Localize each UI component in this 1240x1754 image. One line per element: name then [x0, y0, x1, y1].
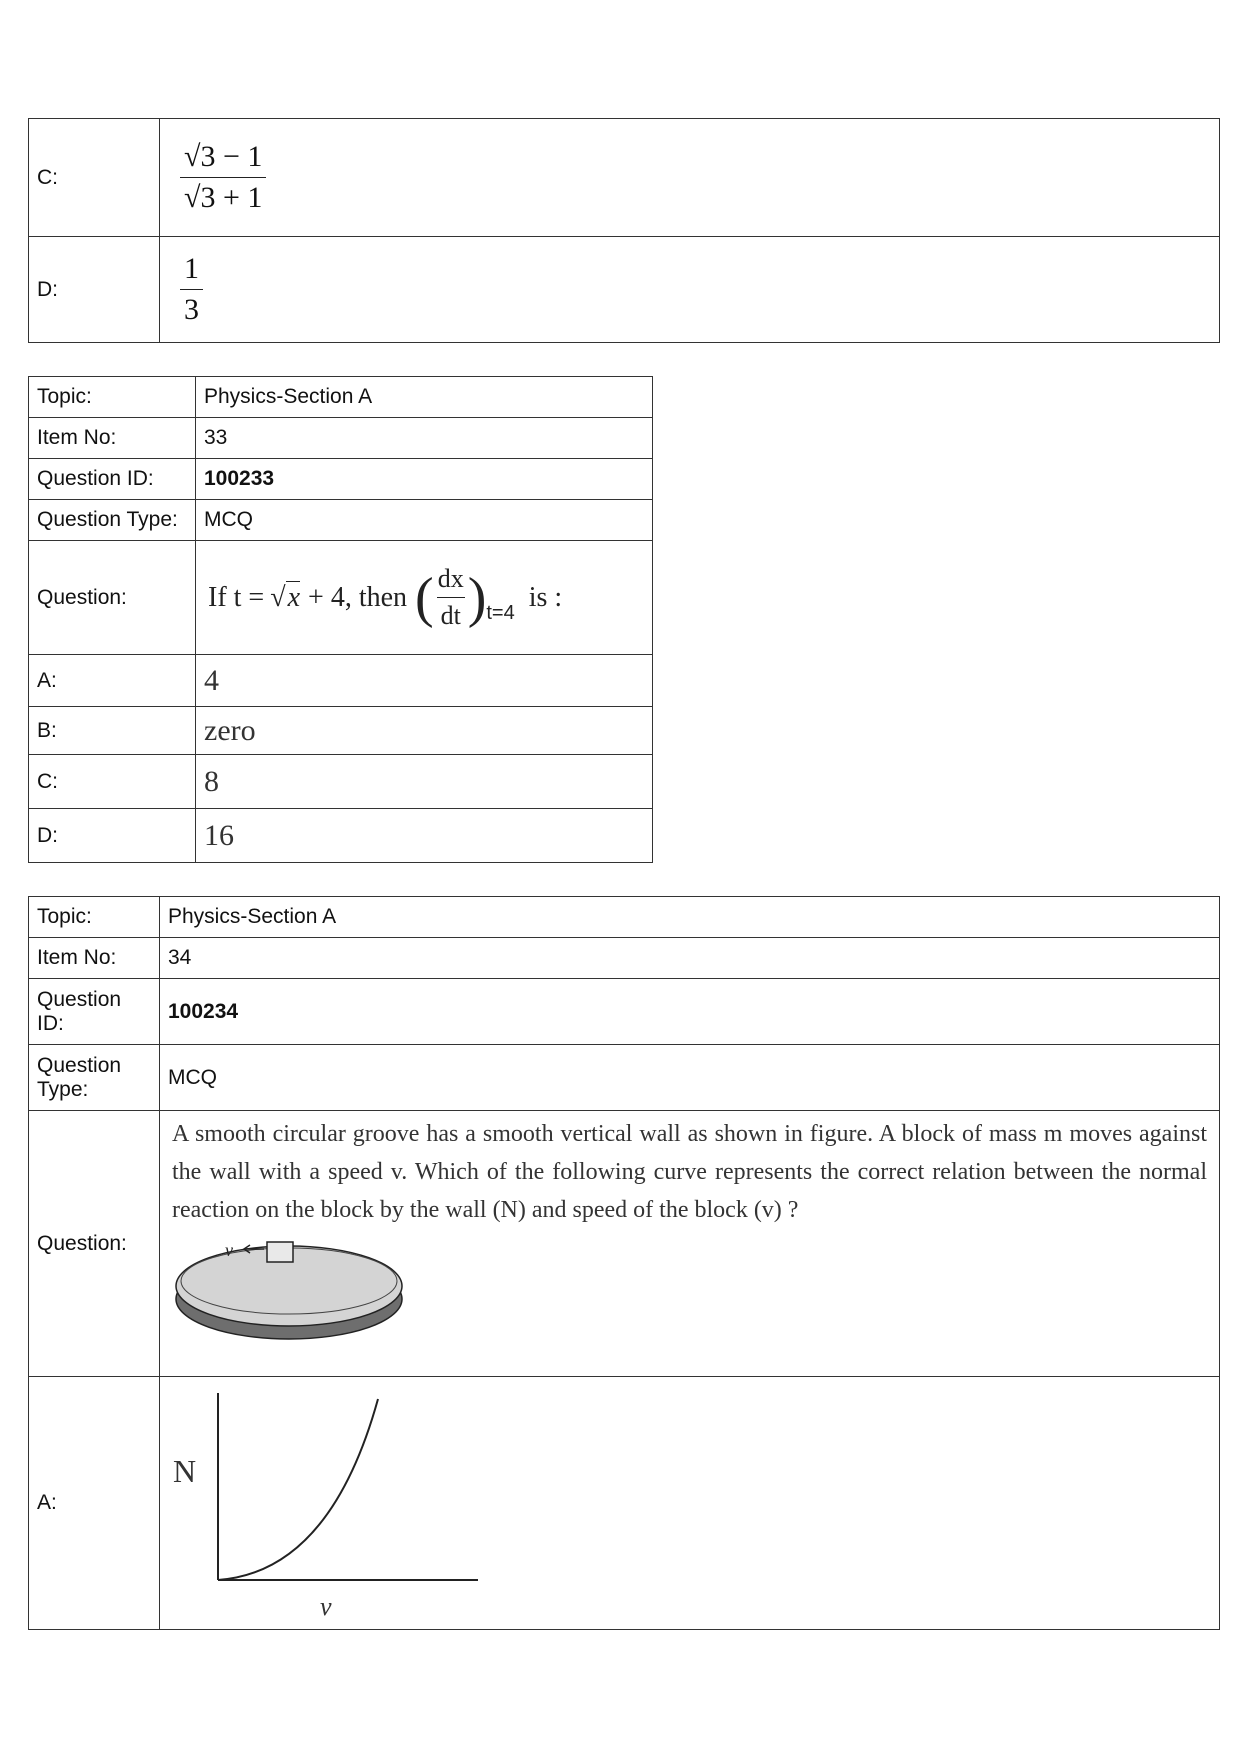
y-axis-label: N — [173, 1453, 197, 1489]
topic-value: Physics-Section A — [196, 377, 653, 418]
derivative-fraction — [434, 564, 468, 631]
question-id-value: 100233 — [196, 459, 653, 500]
option-value: zero — [196, 707, 653, 755]
fraction-numerator: √3 − 1 — [184, 140, 263, 173]
option-label: A: — [29, 1377, 160, 1630]
question-label: Question: — [29, 1111, 160, 1377]
option-row-b — [29, 707, 653, 755]
fraction — [180, 252, 203, 327]
topic-row — [29, 377, 653, 418]
question-33-table — [28, 376, 653, 863]
sqrt-radicand: x — [287, 582, 301, 613]
parabolic-curve — [218, 1399, 378, 1580]
question-id-label: Question ID: — [29, 459, 196, 500]
previous-question-options-table — [28, 118, 1220, 343]
option-value: 16 — [196, 809, 653, 863]
n-vs-v-graph — [160, 1377, 480, 1627]
option-value — [160, 1377, 1220, 1630]
velocity-label: v — [225, 1240, 233, 1260]
option-row-a — [29, 655, 653, 707]
derivative-denominator: dt — [437, 597, 465, 631]
item-row — [29, 418, 653, 459]
item-value: 33 — [196, 418, 653, 459]
option-row-c — [29, 119, 1220, 237]
question-type-value: MCQ — [160, 1045, 1220, 1111]
option-label: B: — [29, 707, 196, 755]
topic-label: Topic: — [29, 377, 196, 418]
option-value: 4 — [196, 655, 653, 707]
option-label: C: — [29, 119, 160, 237]
option-row-d — [29, 237, 1220, 343]
question-type-row — [29, 500, 653, 541]
question-id-label: Question ID: — [29, 979, 160, 1045]
derivative-numerator: dx — [437, 564, 464, 593]
option-label: C: — [29, 755, 196, 809]
option-value: 8 — [196, 755, 653, 809]
x-axis-label: v — [320, 1592, 332, 1621]
option-value — [160, 237, 1220, 343]
topic-row — [29, 897, 1220, 938]
equation-middle: + 4, then — [308, 581, 408, 613]
question-label: Question: — [29, 541, 196, 655]
derivative-subscript: t=4 — [486, 602, 515, 624]
question-row — [29, 1111, 1220, 1377]
question-type-row — [29, 1045, 1220, 1111]
item-label: Item No: — [29, 938, 160, 979]
topic-label: Topic: — [29, 897, 160, 938]
option-label: D: — [29, 809, 196, 863]
question-34-table — [28, 896, 1220, 1630]
topic-value: Physics-Section A — [160, 897, 1220, 938]
option-row-a — [29, 1377, 1220, 1630]
item-label: Item No: — [29, 418, 196, 459]
left-paren: ( — [415, 566, 434, 629]
option-row-c — [29, 755, 653, 809]
fraction — [180, 140, 266, 215]
question-id-row — [29, 979, 1220, 1045]
question-row — [29, 541, 653, 655]
sqrt-sign: √ — [270, 581, 286, 613]
question-body — [196, 541, 653, 655]
question-id-value: 100234 — [160, 979, 1220, 1045]
fraction-denominator: √3 + 1 — [180, 177, 266, 215]
fraction-denominator: 3 — [180, 289, 203, 327]
question-type-label: Question Type: — [29, 500, 196, 541]
block — [267, 1242, 293, 1262]
right-paren: ) — [467, 566, 487, 629]
question-type-value: MCQ — [196, 500, 653, 541]
option-value — [160, 119, 1220, 237]
equation-suffix: is : — [528, 581, 563, 613]
fraction-numerator: 1 — [184, 252, 199, 285]
question-body — [160, 1111, 1220, 1377]
equation-prefix: If t = — [208, 581, 265, 613]
option-label: A: — [29, 655, 196, 707]
question-equation — [208, 564, 562, 631]
option-label: D: — [29, 237, 160, 343]
item-value: 34 — [160, 938, 1220, 979]
item-row — [29, 938, 1220, 979]
question-id-row — [29, 459, 653, 500]
question-type-label: Question Type: — [29, 1045, 160, 1111]
question-text: A smooth circular groove has a smooth vertical wall as shown in figure. A block of mass m moves against the wall with a speed v. Which of the following curve represents the correct relation between the normal reaction on the block by the wall (N) and speed of the block (v) ? — [172, 1121, 1207, 1223]
groove-figure — [172, 1231, 412, 1346]
option-row-d — [29, 809, 653, 863]
